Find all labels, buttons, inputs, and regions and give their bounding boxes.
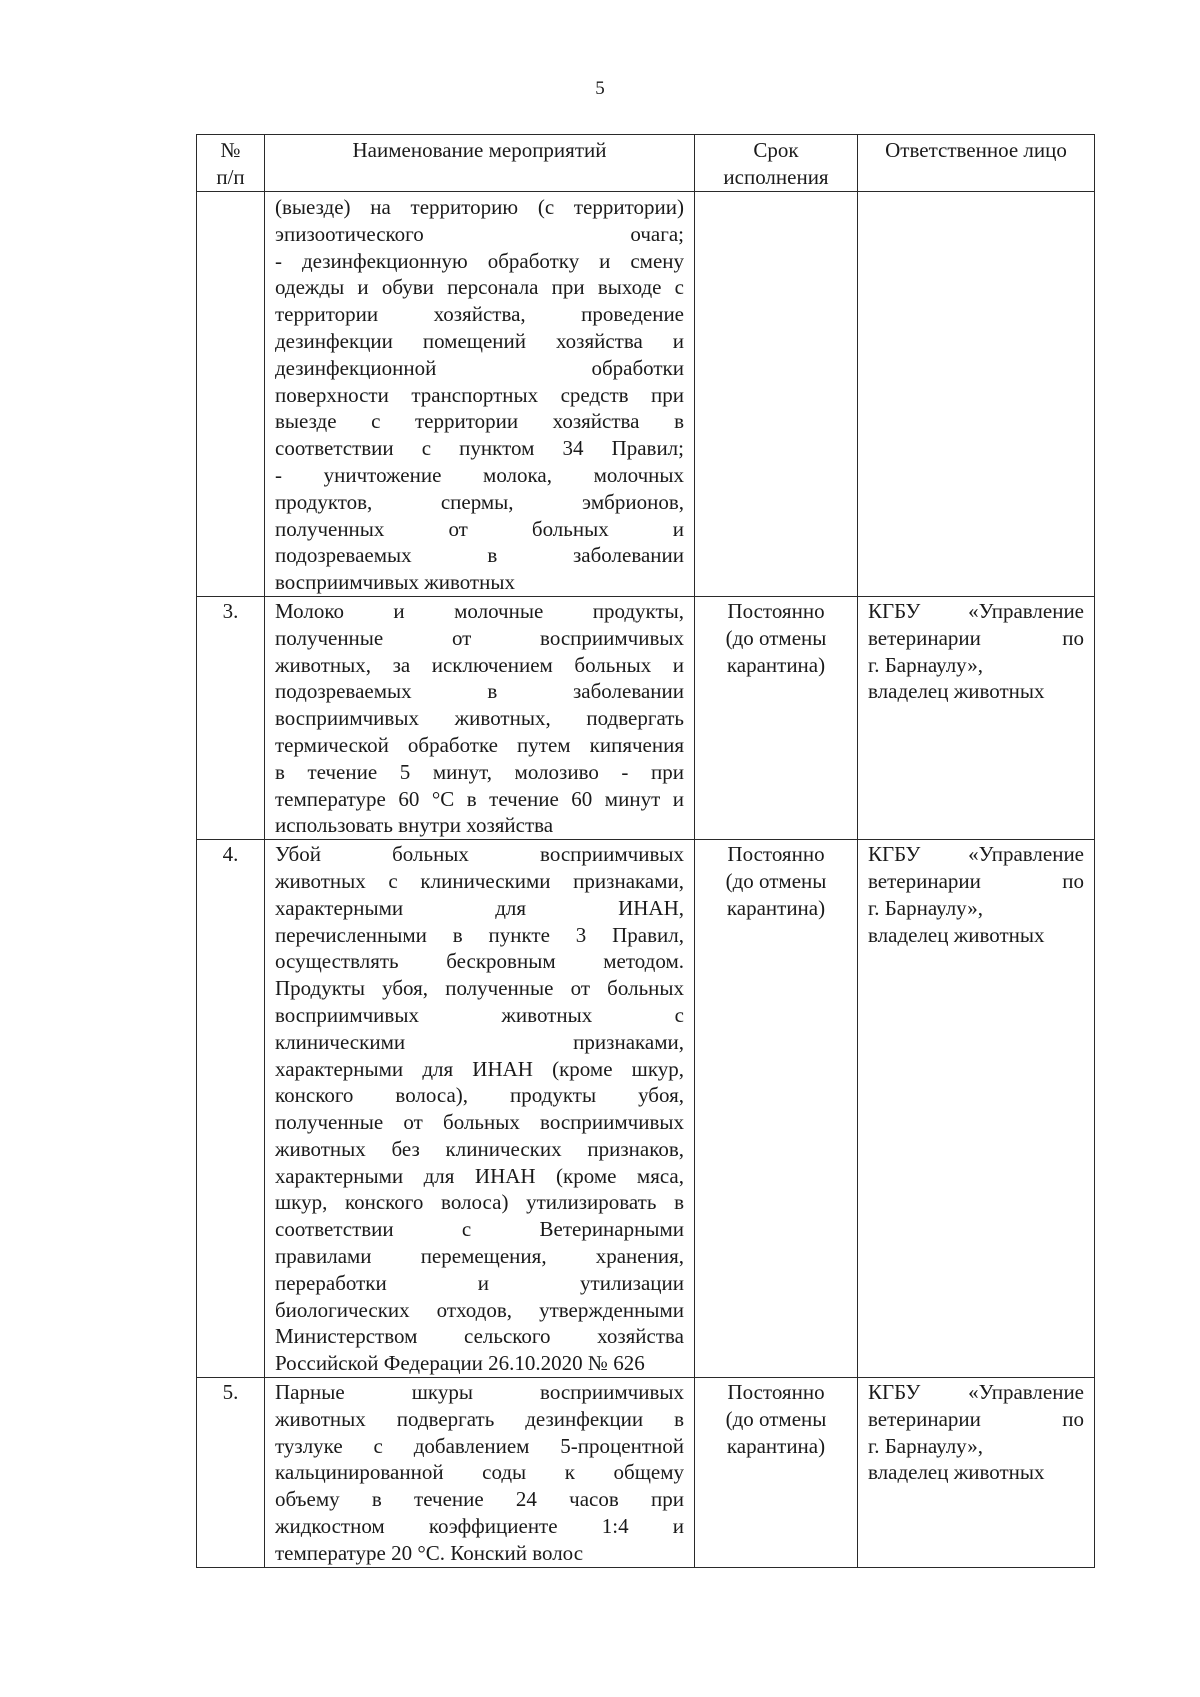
- execution-term: [695, 192, 858, 597]
- measure-text-line: полученные от больных восприимчивых: [275, 1110, 684, 1135]
- header-term: [695, 135, 858, 192]
- header-num: [197, 135, 265, 192]
- measure-text-line: переработки и утилизации: [275, 1270, 684, 1295]
- responsible-person: [858, 192, 1095, 597]
- measure-text-line: объему в течение 24 часов при: [275, 1487, 684, 1512]
- responsible-person: [858, 1378, 1095, 1568]
- measure-text-line: осуществлять бескровным методом.: [275, 949, 684, 974]
- term-text-line: карантина): [726, 1433, 826, 1458]
- table-row: [197, 192, 1095, 597]
- measure-text-line: в течение 5 минут, молозиво - при: [275, 759, 684, 784]
- header-term-line: исполнения: [723, 165, 829, 189]
- measure-text-line: продуктов, спермы, эмбрионов,: [275, 489, 684, 514]
- measure-text-line: биологических отходов, утвержденными: [275, 1297, 684, 1322]
- measure-text-line: Продукты убоя, полученные от больных: [275, 976, 684, 1001]
- measure-text-line: соответствии с пунктом 34 Правил;: [275, 436, 684, 461]
- responsible-text-line: г. Барнаулу»,: [868, 652, 983, 677]
- responsible-text-line: КГБУ «Управление: [868, 1380, 1084, 1405]
- term-text-line: (до отмены: [725, 1406, 827, 1431]
- measure-text-line: Российской Федерации 26.10.2020 № 626: [275, 1351, 645, 1376]
- measure-text-line: характерными для ИНАН (кроме мяса,: [275, 1163, 684, 1188]
- measure-text-line: выезде с территории хозяйства в: [275, 409, 684, 434]
- header-num-line: №: [220, 138, 241, 162]
- responsible-text-line: владелец животных: [868, 679, 1045, 704]
- table-row: [197, 840, 1095, 1378]
- measures-table: [196, 134, 1095, 1568]
- measure-description: [265, 840, 695, 1378]
- header-term-line: Срок: [753, 138, 799, 162]
- responsible-text-line: КГБУ «Управление: [868, 598, 1084, 623]
- measure-text-line: подозреваемых в заболевании: [275, 543, 684, 568]
- term-text-line: (до отмены: [725, 625, 827, 650]
- measure-text-line: шкур, конского волоса) утилизировать в: [275, 1190, 684, 1215]
- table-row: [197, 596, 1095, 839]
- measure-text-line: дезинфекции помещений хозяйства и: [275, 328, 684, 353]
- term-text-line: карантина): [726, 652, 826, 677]
- execution-term: [695, 596, 858, 839]
- header-resp: [858, 135, 1095, 192]
- table-row: [197, 1378, 1095, 1568]
- measure-text-line: животных с клиническими признаками,: [275, 868, 684, 893]
- measure-text-line: Убой больных восприимчивых: [275, 842, 684, 867]
- measure-text-line: восприимчивых животных, подвергать: [275, 706, 684, 731]
- measure-text-line: животных подвергать дезинфекции в: [275, 1406, 684, 1431]
- measure-text-line: конского волоса), продукты убоя,: [275, 1083, 684, 1108]
- responsible-text-line: ветеринарии по: [868, 1406, 1084, 1431]
- header-name: [265, 135, 695, 192]
- measure-text-line: полученных от больных и: [275, 516, 684, 541]
- responsible-text-line: г. Барнаулу»,: [868, 1433, 983, 1458]
- measure-text-line: характерными для ИНАН (кроме шкур,: [275, 1056, 684, 1081]
- measure-text-line: характерными для ИНАН,: [275, 895, 684, 920]
- measure-text-line: правилами перемещения, хранения,: [275, 1244, 684, 1269]
- responsible-person: [858, 596, 1095, 839]
- measure-text-line: полученные от восприимчивых: [275, 625, 684, 650]
- measure-text-line: территории хозяйства, проведение: [275, 302, 684, 327]
- measure-text-line: - уничтожение молока, молочных: [275, 462, 684, 487]
- measure-text-line: Парные шкуры восприимчивых: [275, 1380, 684, 1405]
- measure-text-line: животных, за исключением больных и: [275, 652, 684, 677]
- measure-text-line: - дезинфекционную обработку и смену: [275, 248, 684, 273]
- responsible-text-line: г. Барнаулу»,: [868, 895, 983, 920]
- table-body: [197, 192, 1095, 1568]
- term-text-line: Постоянно: [727, 598, 825, 623]
- responsible-text-line: ветеринарии по: [868, 868, 1084, 893]
- measure-text-line: температуре 20 °C. Конский волос: [275, 1540, 584, 1565]
- measure-text-line: подозреваемых в заболевании: [275, 679, 684, 704]
- row-number: 3.: [197, 596, 265, 839]
- measure-text-line: кальцинированной соды к общему: [275, 1460, 684, 1485]
- term-text-line: карантина): [726, 895, 826, 920]
- measure-text-line: дезинфекционной обработки: [275, 355, 684, 380]
- measure-description: [265, 192, 695, 597]
- term-text-line: (до отмены: [725, 868, 827, 893]
- measure-description: [265, 596, 695, 839]
- measure-text-line: животных без клинических признаков,: [275, 1136, 684, 1161]
- execution-term: [695, 1378, 858, 1568]
- measure-text-line: восприимчивых животных: [275, 570, 515, 595]
- responsible-text-line: владелец животных: [868, 922, 1045, 947]
- responsible-person: [858, 840, 1095, 1378]
- measure-text-line: жидкостном коэффициенте 1:4 и: [275, 1514, 684, 1539]
- header-num-line: п/п: [216, 165, 245, 189]
- row-number: [197, 192, 265, 597]
- measure-text-line: термической обработке путем кипячения: [275, 732, 684, 757]
- measure-text-line: поверхности транспортных средств при: [275, 382, 684, 407]
- measure-text-line: (выезде) на территорию (с территории): [275, 195, 684, 219]
- execution-term: [695, 840, 858, 1378]
- measure-text-line: Молоко и молочные продукты,: [275, 598, 684, 623]
- page-number: 5: [595, 78, 605, 99]
- row-number: 5.: [197, 1378, 265, 1568]
- header-name-line: Наименование мероприятий: [352, 138, 607, 162]
- responsible-text-line: КГБУ «Управление: [868, 842, 1084, 867]
- measure-text-line: соответствии с Ветеринарными: [275, 1217, 684, 1242]
- responsible-text-line: владелец животных: [868, 1460, 1045, 1485]
- term-text-line: Постоянно: [727, 842, 825, 867]
- measure-text-line: перечисленными в пункте 3 Правил,: [275, 922, 684, 947]
- measure-text-line: использовать внутри хозяйства: [275, 813, 554, 838]
- header-resp-line: Ответственное лицо: [885, 138, 1067, 162]
- table-header-row: [197, 135, 1095, 192]
- measure-description: [265, 1378, 695, 1568]
- measure-text-line: одежды и обуви персонала при выходе с: [275, 275, 684, 300]
- measure-text-line: тузлуке с добавлением 5-процентной: [275, 1433, 684, 1458]
- measure-text-line: эпизоотического очага;: [275, 221, 684, 246]
- term-text-line: Постоянно: [727, 1380, 825, 1405]
- row-number: 4.: [197, 840, 265, 1378]
- measure-text-line: Министерством сельского хозяйства: [275, 1324, 684, 1349]
- measure-text-line: температуре 60 °C в течение 60 минут и: [275, 786, 684, 811]
- measure-text-line: восприимчивых животных с: [275, 1002, 684, 1027]
- responsible-text-line: ветеринарии по: [868, 625, 1084, 650]
- measure-text-line: клиническими признаками,: [275, 1029, 684, 1054]
